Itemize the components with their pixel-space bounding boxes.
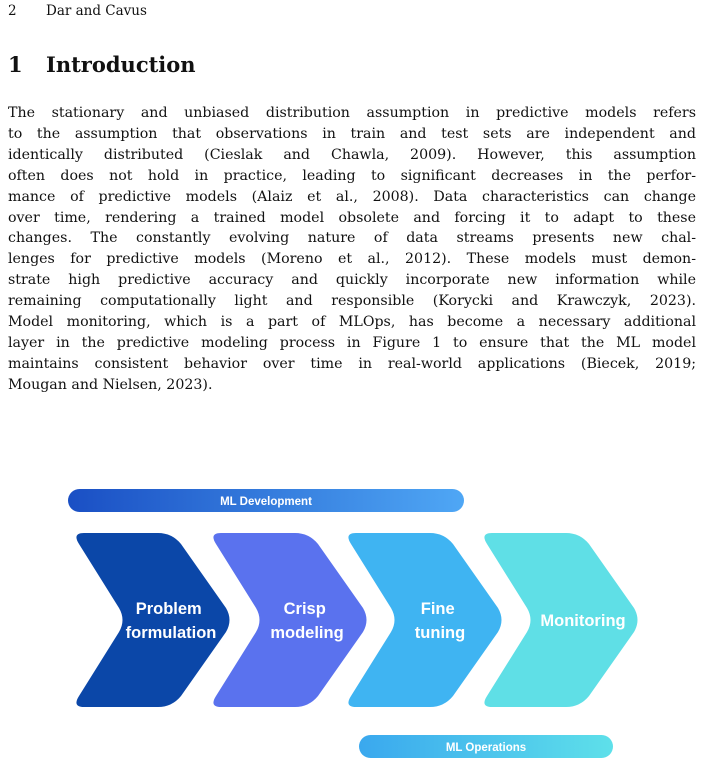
paragraph-line: lenges for predictive models (Moreno et al., 2012). These models must demon-	[8, 251, 696, 268]
ml-development-label: ML Development	[220, 496, 312, 508]
stage-problem-formulation-shape	[76, 533, 229, 707]
stage-line-1: Crisp	[283, 600, 326, 618]
stage-line-2: modeling	[270, 624, 344, 642]
paragraph-line: mance of predictive models (Alaiz et al., 2008). Data characteristics can change	[8, 188, 696, 205]
running-head-authors: Dar and Cavus	[46, 3, 147, 19]
introduction-paragraph	[8, 103, 696, 396]
paragraph-line: over time, rendering a trained model obsolete and forcing it to adapt to these	[8, 209, 696, 226]
paragraph-line: strate high predictive accuracy and quickly incorporate new information while	[8, 272, 696, 289]
paragraph-line: identically distributed (Cieslak and Chawla, 2009). However, this assumption	[8, 146, 696, 163]
paragraph-line: The stationary and unbiased distribution assumption in predictive models refers	[8, 105, 696, 121]
section-heading	[8, 52, 196, 78]
stage-fine-tuning-shape	[348, 533, 501, 707]
paragraph-line: layer in the predictive modeling process in Figure 1 to ensure that the ML model	[8, 334, 696, 351]
ml-lifecycle-diagram	[0, 480, 704, 767]
ml-operations-label: ML Operations	[445, 742, 527, 754]
paragraph-line: to the assumption that observations in train and test sets are independent and	[8, 125, 696, 142]
paragraph-line: Model monitoring, which is a part of MLOps, has become a necessary additional	[8, 314, 696, 331]
section-number: 1	[8, 52, 23, 77]
stage-line-1: Problem	[135, 600, 202, 618]
paragraph-line: maintains consistent behavior over time in real-world applications (Biecek, 2019;	[8, 355, 696, 372]
ml-lifecycle-figure	[0, 480, 704, 767]
paragraph-line: Mougan and Nielsen, 2023).	[8, 376, 213, 393]
paragraph-line: often does not hold in practice, leading to significant decreases in the perfor-	[8, 167, 696, 184]
paragraph-line: changes. The constantly evolving nature of data streams presents new chal-	[8, 230, 696, 247]
stage-crisp-modeling-shape	[213, 533, 366, 707]
stage-line-2: tuning	[414, 624, 466, 642]
paragraph-line: remaining computationally light and responsible (Korycki and Krawczyk, 2023).	[8, 293, 696, 310]
stage-line-1: Fine	[420, 600, 455, 618]
page-number: 2	[8, 3, 17, 19]
section-title: Introduction	[46, 52, 196, 77]
stage-line-2: formulation	[125, 624, 217, 642]
running-head	[8, 2, 147, 20]
stage-monitoring-label: Monitoring	[540, 612, 626, 630]
